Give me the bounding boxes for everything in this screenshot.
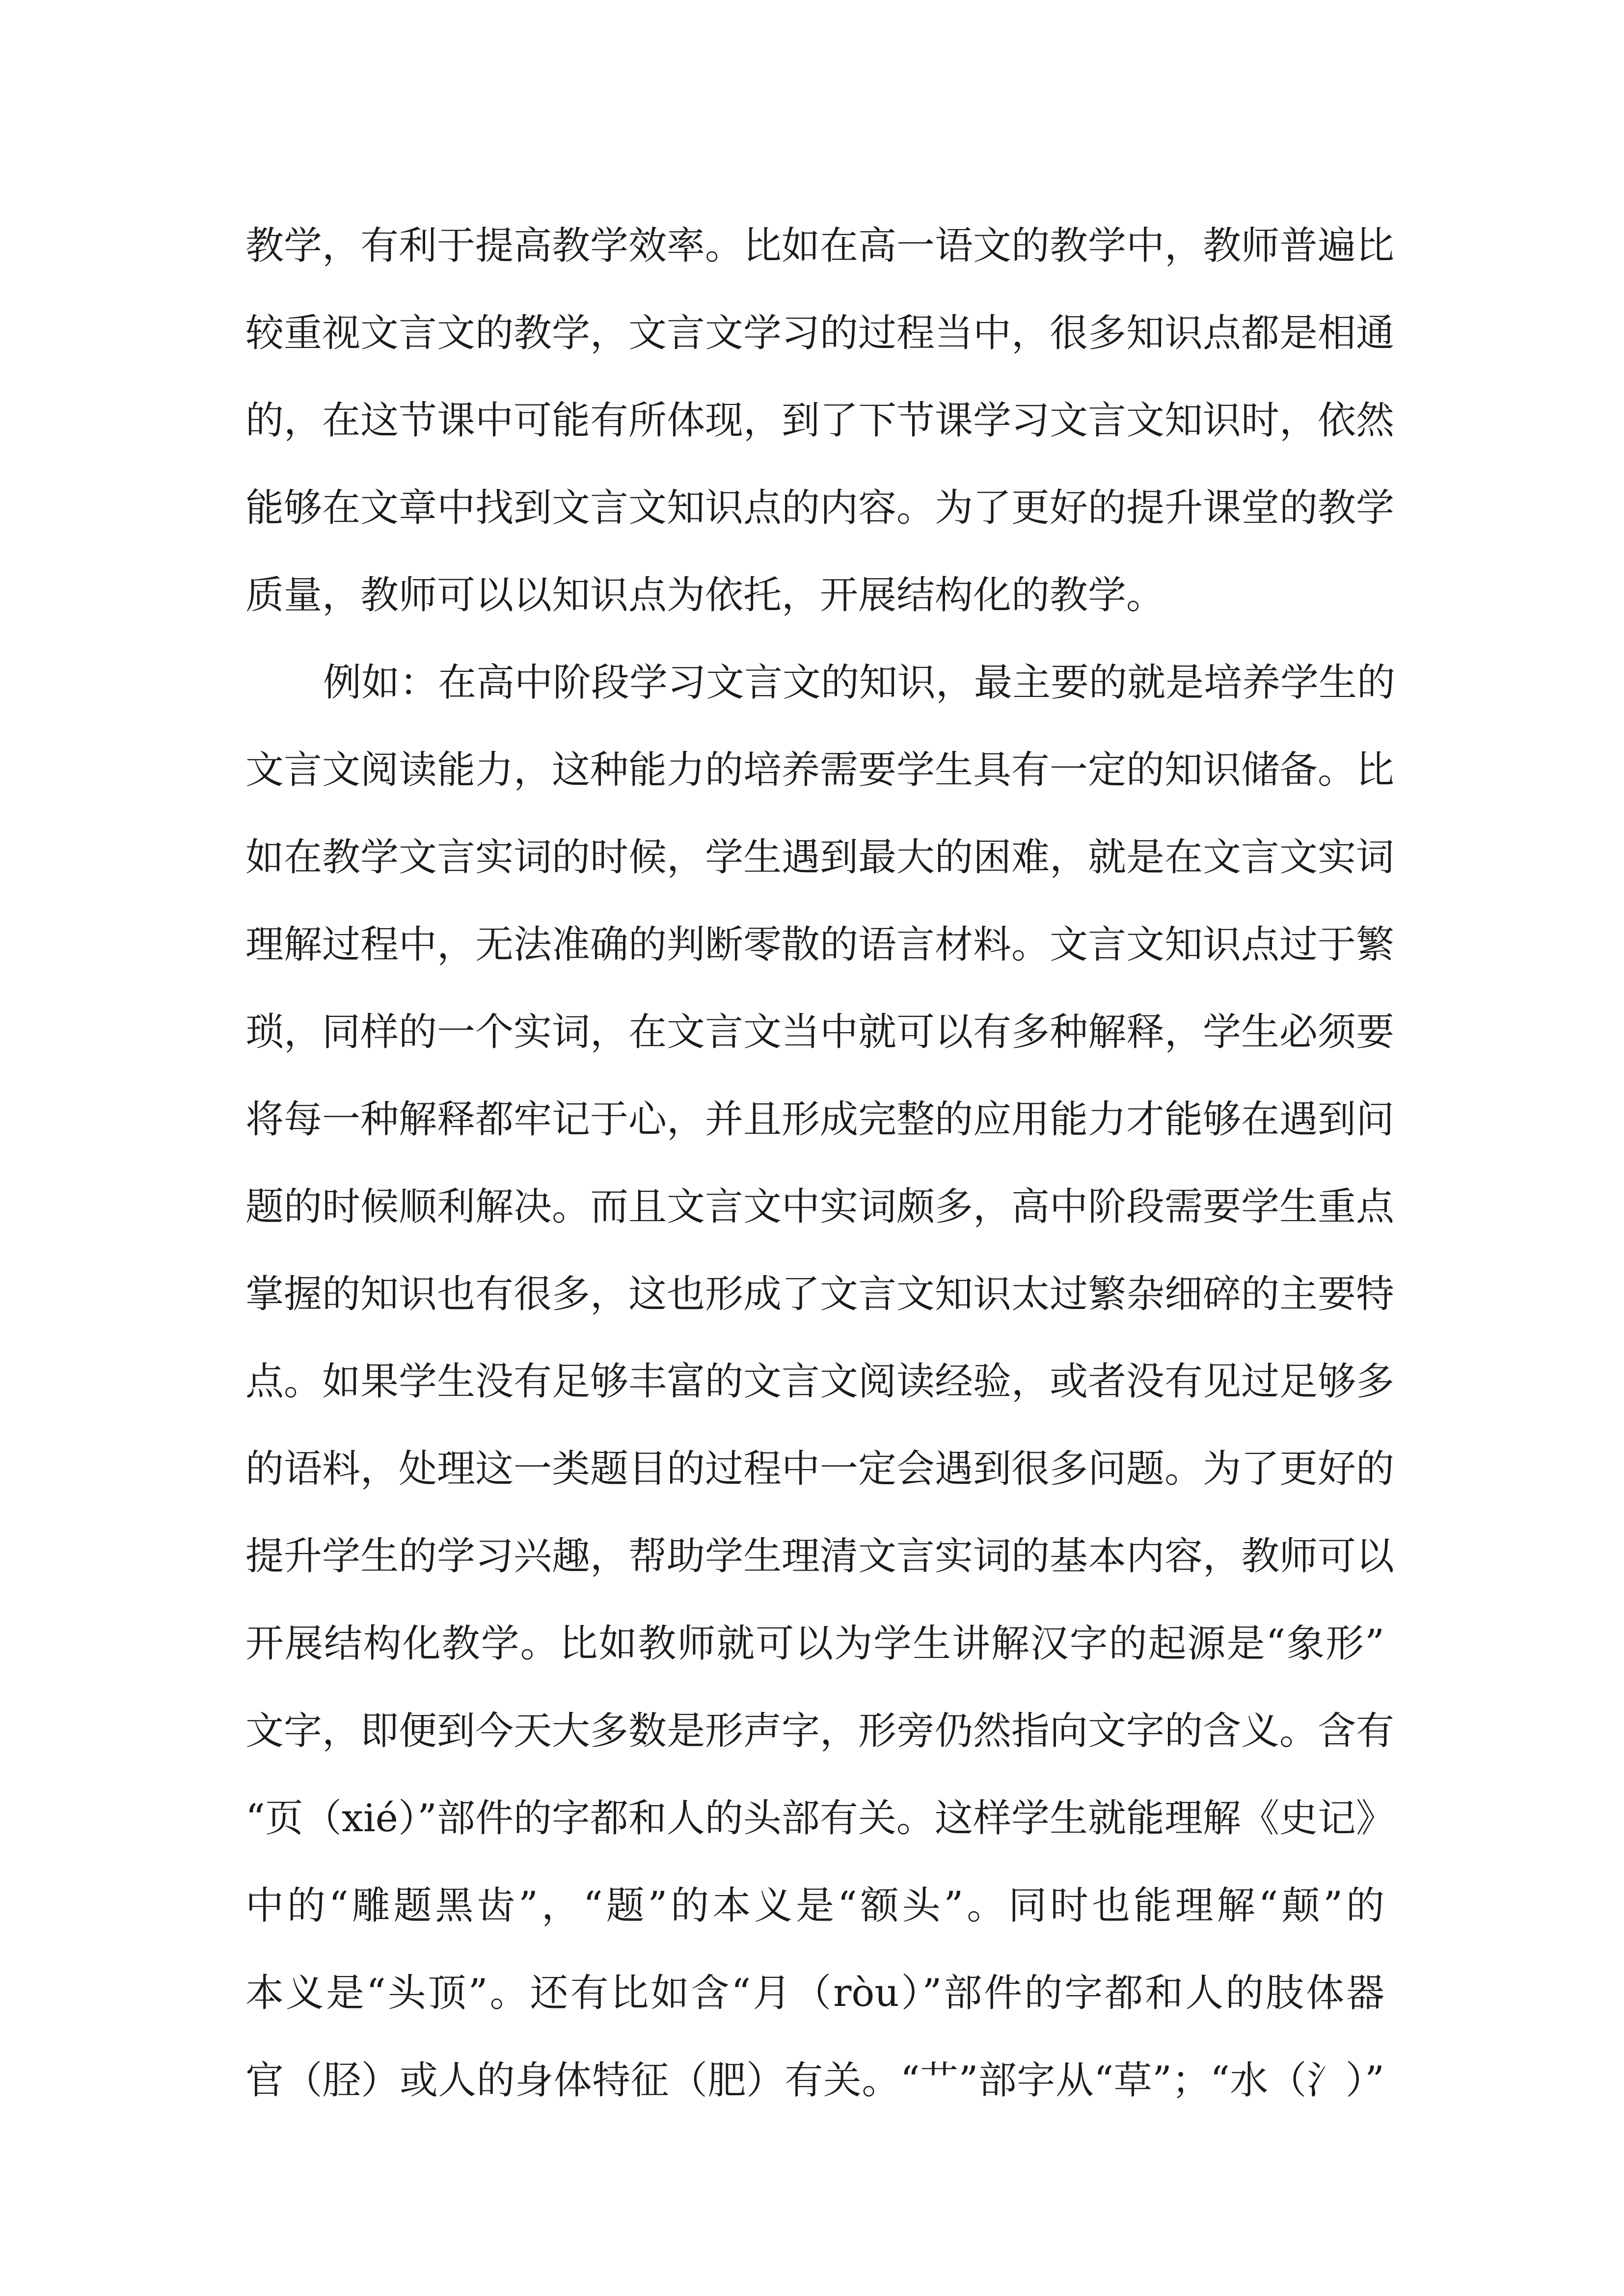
paragraph-2-line-16: 本义是“头顶”。还有比如含“月（ròu）”部件的字都和人的肢体器 — [245, 1971, 1384, 2015]
paragraph-2-line-3: 如在教学文言实词的时候，学生遇到最大的困难，就是在文言文实词 — [245, 835, 1395, 880]
paragraph-2-line-2: 文言文阅读能力，这种能力的培养需要学生具有一定的知识储备。比 — [245, 748, 1395, 792]
paragraph-2-line-10: 的语料，处理这一类题目的过程中一定会遇到很多问题。为了更好的 — [245, 1447, 1395, 1491]
paragraph-2-line-5: 琐，同样的一个实词，在文言文当中就可以有多种解释，学生必须要 — [245, 1010, 1395, 1054]
paragraph-1-line-2: 较重视文言文的教学，文言文学习的过程当中，很多知识点都是相通 — [245, 311, 1395, 355]
paragraph-1-line-5: 质量，教师可以以知识点为依托，开展结构化的教学。 — [245, 573, 1165, 617]
body-text — [245, 202, 1396, 2124]
paragraph-2-line-17: 官（胫）或人的身体特征（肥）有关。“艹”部字从“草”；“水（氵）” — [245, 2058, 1384, 2103]
paragraph-2-line-11: 提升学生的学习兴趣，帮助学生理清文言实词的基本内容，教师可以 — [245, 1534, 1395, 1578]
paragraph-2-line-14: “页（xié）”部件的字都和人的头部有关。这样学生就能理解《史记》 — [245, 1796, 1394, 1841]
paragraph-2-line-9: 点。如果学生没有足够丰富的文言文阅读经验，或者没有见过足够多 — [245, 1360, 1395, 1404]
paragraph-2-line-12: 开展结构化教学。比如教师就可以为学生讲解汉字的起源是“象形” — [245, 1622, 1384, 1666]
paragraph-2-line-8: 掌握的知识也有很多，这也形成了文言文知识太过繁杂细碎的主要特 — [245, 1272, 1395, 1316]
paragraph-2-line-1: 例如：在高中阶段学习文言文的知识，最主要的就是培养学生的 — [323, 661, 1396, 705]
paragraph-2-line-6: 将每一种解释都牢记于心，并且形成完整的应用能力才能够在遇到问 — [245, 1097, 1395, 1142]
paragraph-2-line-7: 题的时候顺利解决。而且文言文中实词颇多，高中阶段需要学生重点 — [245, 1185, 1395, 1229]
paragraph-1-line-1: 教学，有利于提高教学效率。比如在高一语文的教学中，教师普遍比 — [245, 224, 1395, 268]
paragraph-2-line-15: 中的“雕题黑齿”，“题”的本义是“额头”。同时也能理解“颠”的 — [245, 1884, 1384, 1928]
paragraph-1-line-3: 的，在这节课中可能有所体现，到了下节课学习文言文知识时，依然 — [245, 399, 1395, 443]
paragraph-2-line-4: 理解过程中，无法准确的判断零散的语言材料。文言文知识点过于繁 — [245, 923, 1395, 967]
paragraph-1-line-4: 能够在文章中找到文言文知识点的内容。为了更好的提升课堂的教学 — [245, 486, 1395, 530]
paragraph-2-line-13: 文字，即便到今天大多数是形声字，形旁仍然指向文字的含义。含有 — [245, 1709, 1395, 1753]
